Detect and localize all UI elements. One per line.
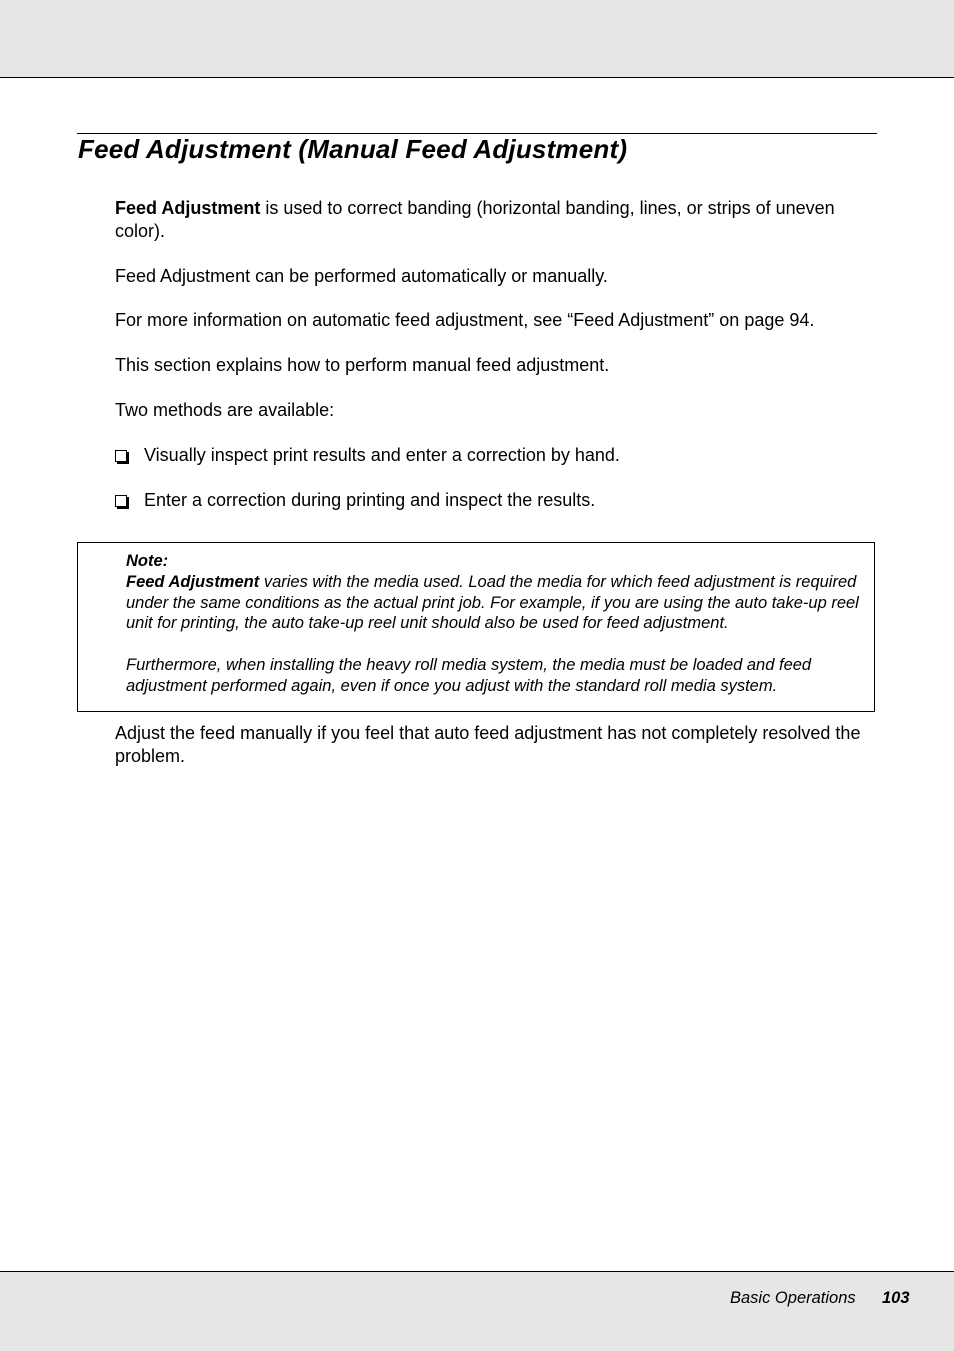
page-footer-band [0,1271,954,1351]
footer-section-name: Basic Operations [730,1289,856,1307]
paragraph-modes: Feed Adjustment can be performed automatically or manually. [115,266,608,286]
method-1-text: Visually inspect print results and enter a correction by hand. [144,445,620,465]
note-bold-term: Feed Adjustment [126,572,260,591]
paragraph-reference: For more information on automatic feed adjustment, see “Feed Adjustment” on page 94. [115,310,815,330]
checkbox-bullet-icon [115,495,127,507]
intro-bold-term: Feed Adjustment [115,198,261,218]
paragraph-methods-intro: Two methods are available: [115,400,335,420]
note-paragraph-1 [126,572,871,634]
footer-page-number: 103 [882,1289,910,1307]
method-2-text: Enter a correction during printing and inspect the results. [144,490,596,510]
intro-text: is used to correct banding (horizontal banding, lines, or strips of uneven color). [115,198,835,241]
note-text-1: varies with the media used. Load the media for which feed adjustment is required under the same conditions as the actual print job. For example, if you are using the auto take-up reel unit for printing, the auto take-up reel unit should also be used for feed adjustment. [126,572,859,633]
page-header-band [0,0,954,78]
page-title: Feed Adjustment (Manual Feed Adjustment) [78,134,628,164]
note-paragraph-2: Furthermore, when installing the heavy roll media system, the media must be loaded and feed adjustment performed again, even if once you adjust with the standard roll media system. [126,655,812,695]
paragraph-section-purpose: This section explains how to perform manual feed adjustment. [115,355,610,375]
checkbox-bullet-icon [115,450,127,462]
closing-paragraph: Adjust the feed manually if you feel that auto feed adjustment has not completely resolved the problem. [115,723,861,766]
note-box [77,542,875,712]
note-content [126,551,871,697]
intro-paragraph [115,197,877,243]
note-label: Note: [126,552,169,570]
note-spacer [126,634,871,655]
